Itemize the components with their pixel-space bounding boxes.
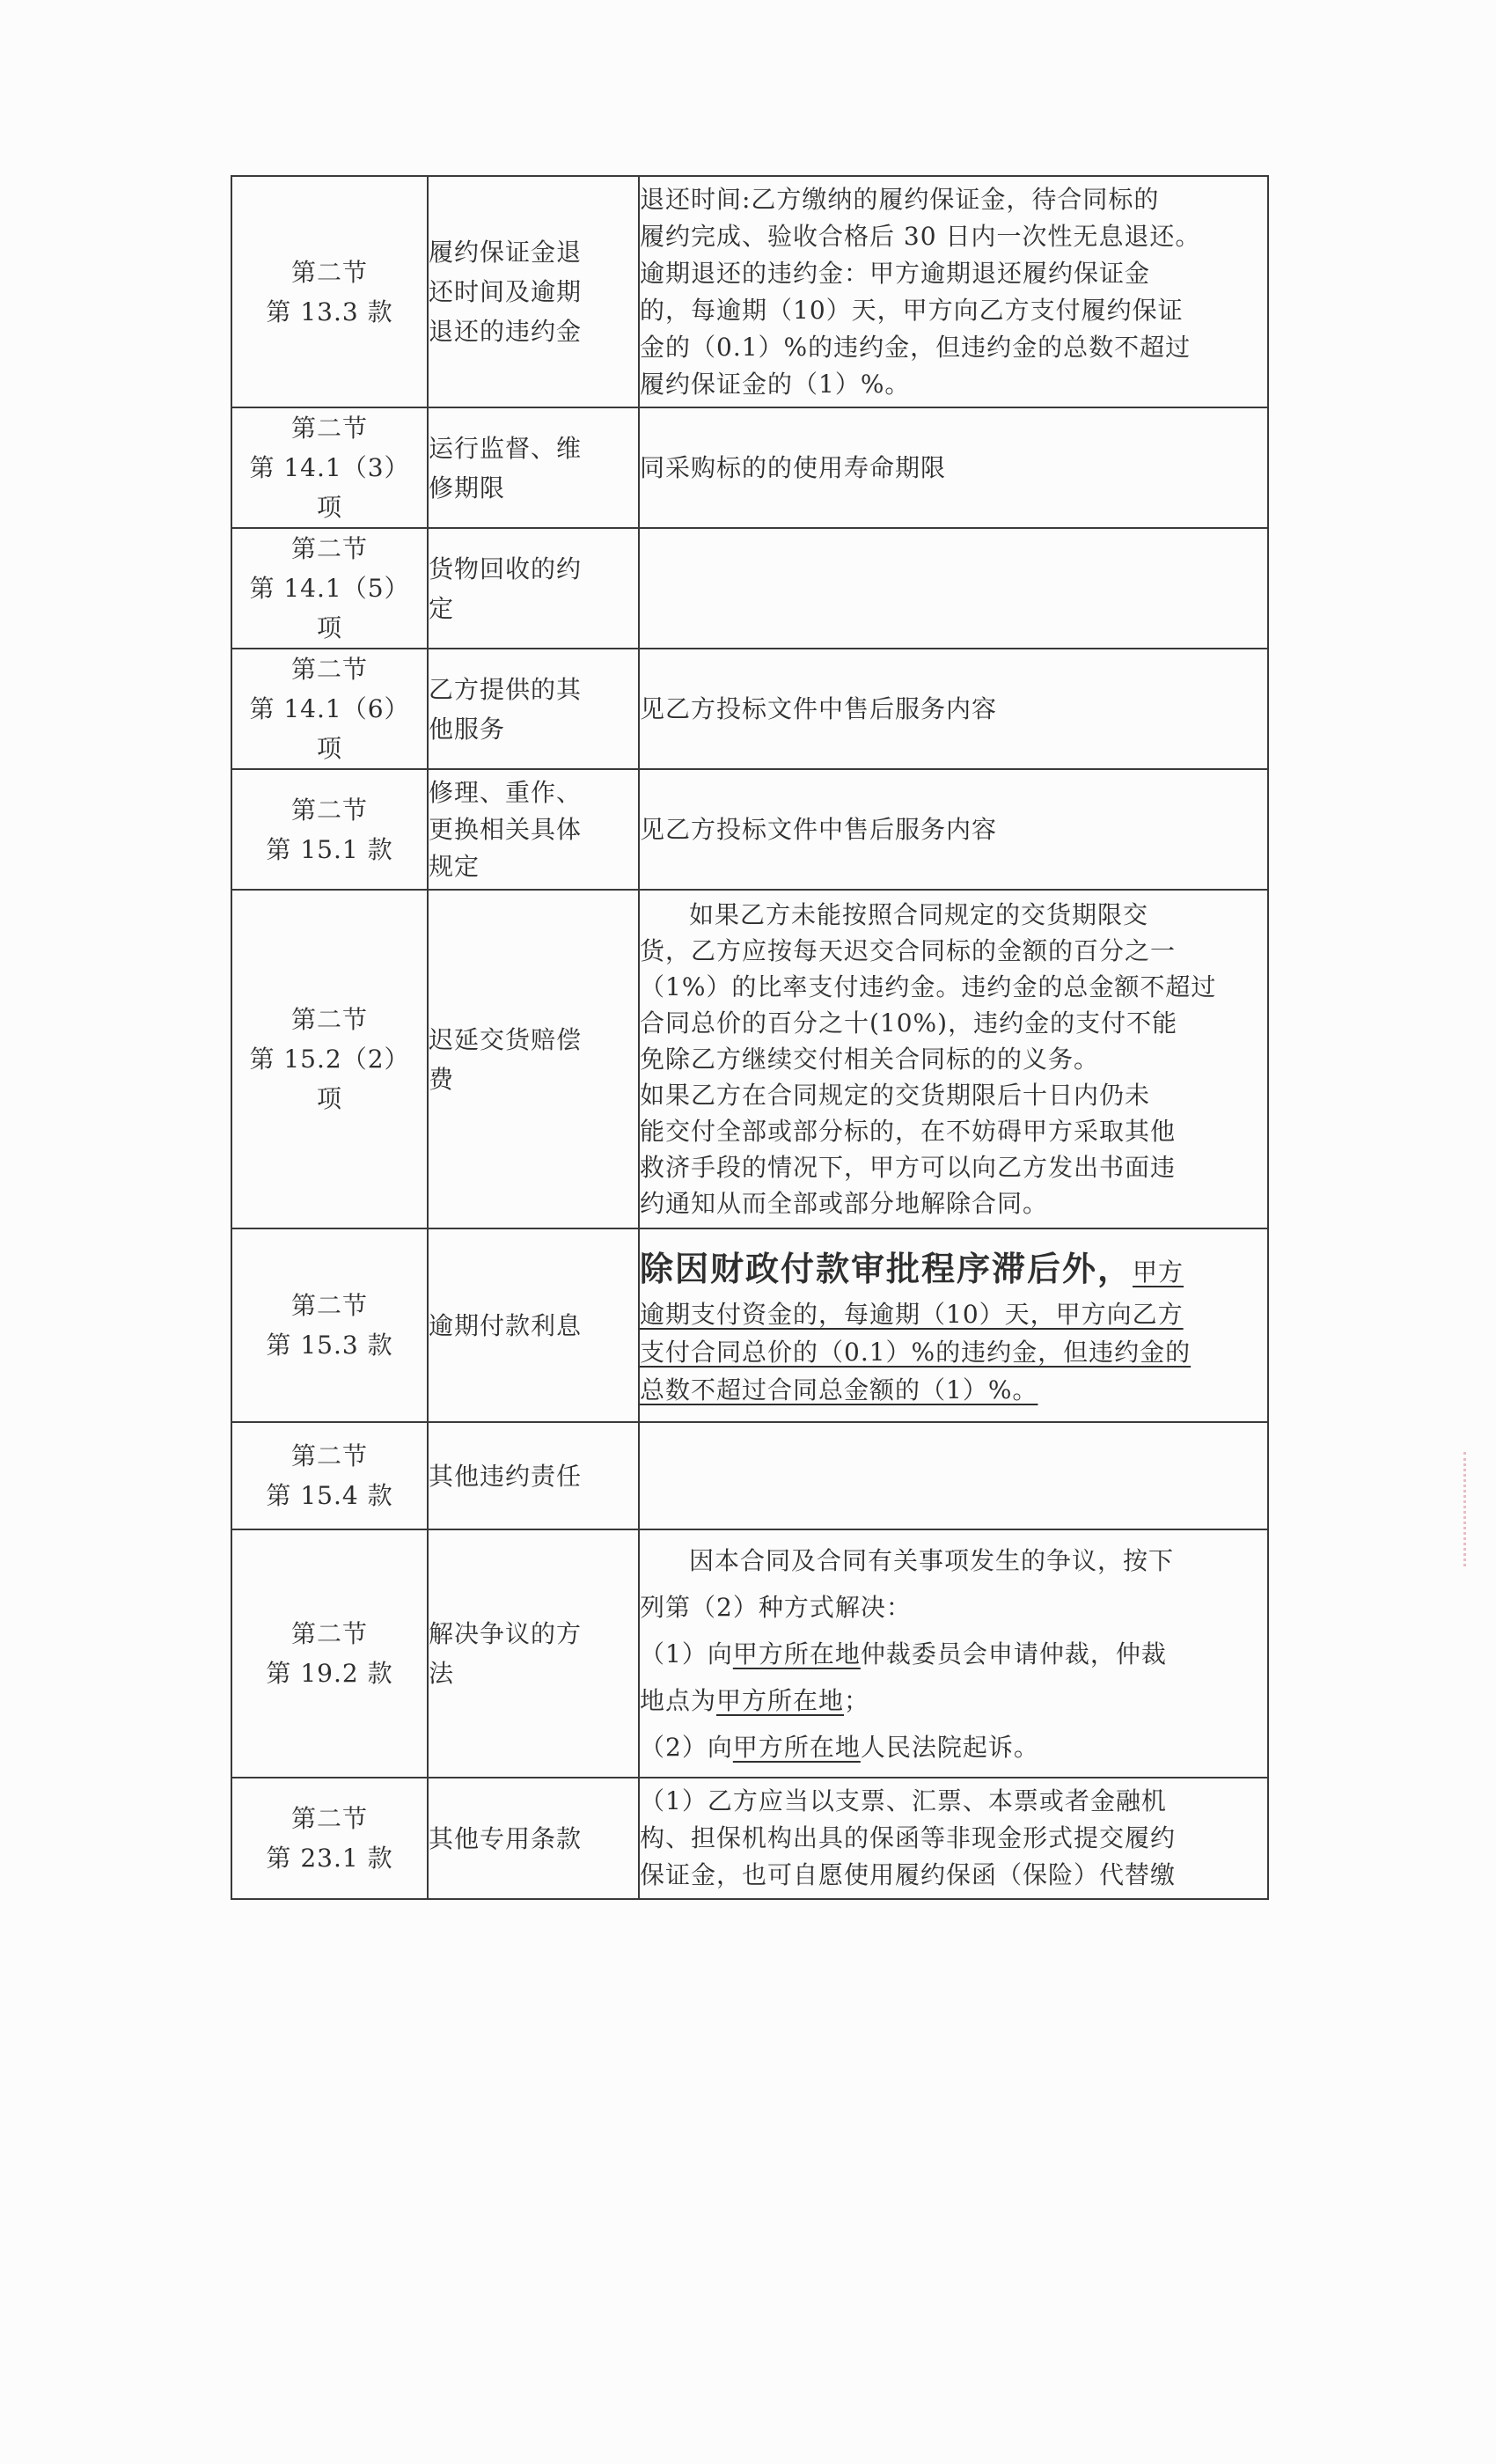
content-cell-empty xyxy=(639,528,1268,649)
item-cell: 其他专用条款 xyxy=(428,1778,639,1899)
content-cell: 见乙方投标文件中售后服务内容 xyxy=(639,649,1268,769)
content-cell: （1）乙方应当以支票、汇票、本票或者金融机 构、担保机构出具的保函等非现金形式提交履约 保证金，也可自愿使用履约保函（保险）代替缴 xyxy=(639,1778,1268,1899)
table-row xyxy=(231,1778,1268,1899)
table-row xyxy=(231,769,1268,890)
content-cell: 除因财政付款审批程序滞后外，甲方 逾期支付资金的，每逾期（10）天，甲方向乙方 支付合同总价的（0.1）%的违约金，但违约金的 总数不超过合同总金额的（1）%。 xyxy=(639,1228,1268,1422)
item-cell: 迟延交货赔偿 费 xyxy=(428,890,639,1228)
content-cell-empty xyxy=(639,1422,1268,1529)
section-cell: 第二节 第 23.1 款 xyxy=(231,1778,428,1899)
table-row xyxy=(231,528,1268,649)
content-cell: 同采购标的的使用寿命期限 xyxy=(639,407,1268,528)
item-cell: 解决争议的方 法 xyxy=(428,1529,639,1778)
section-cell: 第二节 第 15.1 款 xyxy=(231,769,428,890)
item-cell: 货物回收的约 定 xyxy=(428,528,639,649)
content-cell: 退还时间:乙方缴纳的履约保证金，待合同标的 履约完成、验收合格后 30 日内一次性无息退还。 逾期退还的违约金：甲方逾期退还履约保证金 的，每逾期（10）天，甲方向乙方支付履约保证 金的（0.1）%的违约金，但违约金的总数不超过 履约保证金的（1）%。 xyxy=(639,176,1268,407)
item-cell: 逾期付款利息 xyxy=(428,1228,639,1422)
seal-edge-mark xyxy=(1463,1452,1489,1566)
contract-terms-table xyxy=(231,175,1269,1900)
section-cell: 第二节 第 14.1（3） 项 xyxy=(231,407,428,528)
content-cell: 因本合同及合同有关事项发生的争议，按下 列第（2）种方式解决： （1）向甲方所在地仲裁委员会申请仲裁，仲裁 地点为甲方所在地； （2）向甲方所在地人民法院起诉。 xyxy=(639,1529,1268,1778)
table-row xyxy=(231,890,1268,1228)
section-cell: 第二节 第 15.3 款 xyxy=(231,1228,428,1422)
section-cell: 第二节 第 19.2 款 xyxy=(231,1529,428,1778)
section-cell: 第二节 第 14.1（6） 项 xyxy=(231,649,428,769)
section-cell: 第二节 第 14.1（5） 项 xyxy=(231,528,428,649)
item-cell: 乙方提供的其 他服务 xyxy=(428,649,639,769)
item-cell: 修理、重作、 更换相关具体 规定 xyxy=(428,769,639,890)
content-cell: 如果乙方未能按照合同规定的交货期限交 货，乙方应按每天迟交合同标的金额的百分之一 （1%）的比率支付违约金。违约金的总金额不超过 合同总价的百分之十(10%)，违约金的支付不能 免除乙方继续交付相关合同标的的义务。 如果乙方在合同规定的交货期限后十日内仍未 能交付全部或部分标的，在不妨碍甲方采取其他 救济手段的情况下，甲方可以向乙方发出书面违 约通知从而全部或部分地解除合同。 xyxy=(639,890,1268,1228)
table-row xyxy=(231,1529,1268,1778)
section-cell: 第二节 第 15.4 款 xyxy=(231,1422,428,1529)
item-cell: 运行监督、维 修期限 xyxy=(428,407,639,528)
table-row xyxy=(231,1422,1268,1529)
table-row xyxy=(231,176,1268,407)
table-row xyxy=(231,1228,1268,1422)
section-cell: 第二节 第 15.2（2） 项 xyxy=(231,890,428,1228)
table-row xyxy=(231,407,1268,528)
section-cell: 第二节 第 13.3 款 xyxy=(231,176,428,407)
content-cell: 见乙方投标文件中售后服务内容 xyxy=(639,769,1268,890)
table-row xyxy=(231,649,1268,769)
item-cell: 履约保证金退 还时间及逾期 退还的违约金 xyxy=(428,176,639,407)
item-cell: 其他违约责任 xyxy=(428,1422,639,1529)
